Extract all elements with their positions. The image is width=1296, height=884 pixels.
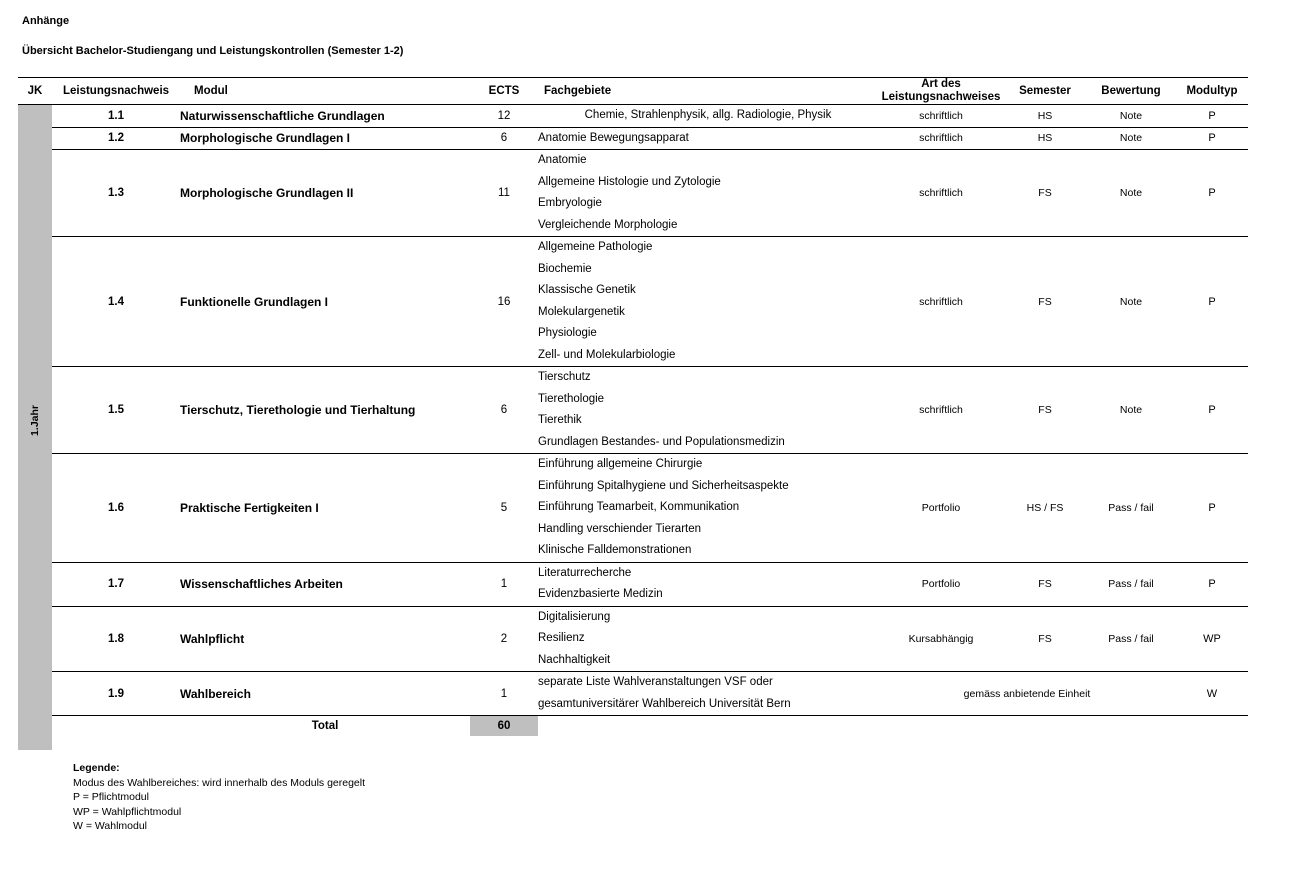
- total-ects: 60: [470, 716, 538, 737]
- row-modultyp: P: [1176, 105, 1248, 128]
- fach-line: Tierschutz: [538, 371, 591, 383]
- row-semester: HS / FS: [1004, 454, 1086, 563]
- row-leistungsnachweis: 1.6: [52, 454, 180, 563]
- fach-line: Zell- und Molekularbiologie: [538, 348, 676, 361]
- row-leistungsnachweis: 1.1: [52, 105, 180, 128]
- row-ects: 6: [470, 367, 538, 454]
- row-fachgebiete: [538, 367, 878, 454]
- fach-line: Einführung Teamarbeit, Kommunikation: [538, 501, 740, 513]
- row-modultyp: P: [1176, 454, 1248, 563]
- row-bewertung: Pass / fail: [1086, 606, 1176, 672]
- fach-line: Biochemie: [538, 262, 592, 275]
- table-bottom-rule-row: [18, 736, 1248, 750]
- row-art: schriftlich: [878, 105, 1004, 128]
- curriculum-table: [18, 77, 1248, 750]
- row-semester: FS: [1004, 150, 1086, 237]
- fach-line: Klassische Genetik: [538, 284, 636, 296]
- row-ects: 12: [470, 105, 538, 128]
- row-modul: Morphologische Grundlagen II: [180, 150, 470, 237]
- legend: [73, 761, 1250, 834]
- row-art: Portfolio: [878, 562, 1004, 606]
- row-ects: 5: [470, 454, 538, 563]
- fach-line: Digitalisierung: [538, 610, 611, 623]
- fach-line: separate Liste Wahlveranstaltungen VSF oder: [538, 676, 773, 688]
- legend-line: WP = Wahlpflichtmodul: [73, 805, 182, 818]
- row-fachgebiete: [538, 606, 878, 672]
- page-title: Anhänge: [22, 15, 70, 27]
- row-modul: Naturwissenschaftliche Grundlagen: [180, 105, 470, 128]
- row-art: schriftlich: [878, 367, 1004, 454]
- row-semester: FS: [1004, 606, 1086, 672]
- fach-line: Grundlagen Bestandes- und Populationsmedizin: [538, 435, 785, 448]
- fach-line: Tierethologie: [538, 392, 605, 405]
- row-fachgebiete: [538, 105, 878, 128]
- header-jk: JK: [27, 84, 43, 97]
- fach-line: Chemie, Strahlenphysik, allg. Radiologie, Physik: [584, 109, 832, 121]
- fach-line: Nachhaltigkeit: [538, 653, 611, 666]
- fach-line: Einführung Spitalhygiene und Sicherheitsaspekte: [538, 479, 789, 492]
- header-fachgebiete: Fachgebiete: [544, 84, 612, 97]
- row-art: schriftlich: [878, 127, 1004, 150]
- row-ects: 2: [470, 606, 538, 672]
- fach-line: Anatomie: [538, 154, 587, 166]
- fach-line: Anatomie Bewegungsapparat: [538, 131, 689, 144]
- row-modul: Praktische Fertigkeiten I: [180, 454, 470, 563]
- total-empty: [538, 716, 1248, 737]
- fach-line: Allgemeine Histologie und Zytologie: [538, 175, 721, 188]
- page-subtitle: Übersicht Bachelor-Studiengang und Leistungskontrollen (Semester 1-2): [22, 45, 404, 57]
- row-leistungsnachweis: 1.2: [52, 127, 180, 150]
- table-row: [18, 562, 1248, 606]
- table-row: [18, 606, 1248, 672]
- fach-line: Resilienz: [538, 632, 585, 644]
- legend-title: Legende:: [73, 762, 120, 774]
- row-bewertung: Note: [1086, 237, 1176, 367]
- row-modultyp: P: [1176, 367, 1248, 454]
- row-art: Portfolio: [878, 454, 1004, 563]
- legend-line: Modus des Wahlbereiches: wird innerhalb des Moduls geregelt: [73, 776, 366, 789]
- table-row: [18, 367, 1248, 454]
- year-cell-foot: [18, 736, 52, 750]
- total-row: [18, 716, 1248, 737]
- table-row: [18, 127, 1248, 150]
- header-leistungsnachweis: Leistungsnachweis: [62, 84, 170, 97]
- row-leistungsnachweis: 1.5: [52, 367, 180, 454]
- row-merged-note: gemäss anbietende Einheit: [878, 672, 1176, 716]
- row-art: schriftlich: [878, 150, 1004, 237]
- fach-line: Klinische Falldemonstrationen: [538, 544, 692, 556]
- row-ects: 1: [470, 562, 538, 606]
- row-modul: Wissenschaftliches Arbeiten: [180, 562, 470, 606]
- row-semester: HS: [1004, 105, 1086, 128]
- row-bewertung: Pass / fail: [1086, 454, 1176, 563]
- row-fachgebiete: [538, 127, 878, 150]
- row-modultyp: P: [1176, 127, 1248, 150]
- header-art-line1: Art des: [921, 78, 961, 90]
- fach-line: Tierethik: [538, 414, 582, 426]
- row-bewertung: Note: [1086, 150, 1176, 237]
- row-fachgebiete: [538, 237, 878, 367]
- header-semester: Semester: [1019, 84, 1071, 97]
- row-fachgebiete: [538, 454, 878, 563]
- row-modultyp: P: [1176, 562, 1248, 606]
- row-fachgebiete: [538, 562, 878, 606]
- header-modultyp: Modultyp: [1186, 84, 1238, 97]
- row-fachgebiete: [538, 150, 878, 237]
- header-modul: Modul: [194, 84, 228, 97]
- bottom-rule: [52, 736, 1248, 750]
- row-modultyp: P: [1176, 237, 1248, 367]
- row-semester: FS: [1004, 237, 1086, 367]
- row-leistungsnachweis: 1.4: [52, 237, 180, 367]
- table-body: [18, 105, 1248, 751]
- row-art: schriftlich: [878, 237, 1004, 367]
- row-leistungsnachweis: 1.7: [52, 562, 180, 606]
- table-row: [18, 454, 1248, 563]
- fach-line: Allgemeine Pathologie: [538, 241, 653, 253]
- fach-line: Molekulargenetik: [538, 305, 625, 318]
- row-semester: FS: [1004, 367, 1086, 454]
- row-bewertung: Note: [1086, 127, 1176, 150]
- row-semester: FS: [1004, 562, 1086, 606]
- row-modultyp: WP: [1176, 606, 1248, 672]
- header-art-des-leistungsnachweises: [878, 78, 1004, 105]
- header-bewertung: Bewertung: [1101, 84, 1161, 97]
- row-fachgebiete: [538, 672, 878, 716]
- header-ects: ECTS: [488, 84, 520, 97]
- table-row: [18, 105, 1248, 128]
- row-leistungsnachweis: 1.9: [52, 672, 180, 716]
- row-ects: 11: [470, 150, 538, 237]
- row-modul: Tierschutz, Tierethologie und Tierhaltung: [180, 367, 470, 454]
- row-bewertung: Pass / fail: [1086, 562, 1176, 606]
- legend-line: W = Wahlmodul: [73, 820, 148, 832]
- fach-line: gesamtuniversitärer Wahlbereich Universität Bern: [538, 697, 791, 710]
- header-art-line2: Leistungsnachweises: [881, 91, 1001, 103]
- row-leistungsnachweis: 1.3: [52, 150, 180, 237]
- fach-line: Einführung allgemeine Chirurgie: [538, 458, 703, 470]
- row-ects: 16: [470, 237, 538, 367]
- table-row: [18, 672, 1248, 716]
- fach-line: Literaturrecherche: [538, 566, 632, 579]
- table-row: [18, 150, 1248, 237]
- fach-line: Evidenzbasierte Medizin: [538, 588, 663, 600]
- year-label: 1.Jahr: [29, 405, 41, 436]
- fach-line: Physiologie: [538, 327, 597, 339]
- total-label-empty: [52, 716, 180, 737]
- row-bewertung: Note: [1086, 105, 1176, 128]
- row-ects: 6: [470, 127, 538, 150]
- row-art: Kursabhängig: [878, 606, 1004, 672]
- row-ects: 1: [470, 672, 538, 716]
- fach-line: Embryologie: [538, 197, 602, 209]
- fach-line: Handling verschiender Tierarten: [538, 522, 702, 535]
- fach-line: Vergleichende Morphologie: [538, 218, 678, 231]
- row-modul: Wahlpflicht: [180, 606, 470, 672]
- year-group-cell: [18, 105, 52, 737]
- legend-line: P = Pflichtmodul: [73, 791, 149, 803]
- row-modul: Funktionelle Grundlagen I: [180, 237, 470, 367]
- table-header: [18, 78, 1248, 105]
- row-modultyp: P: [1176, 150, 1248, 237]
- row-modultyp: W: [1176, 672, 1248, 716]
- total-label: Total: [311, 720, 339, 732]
- row-modul: Wahlbereich: [180, 672, 470, 716]
- row-bewertung: Note: [1086, 367, 1176, 454]
- row-leistungsnachweis: 1.8: [52, 606, 180, 672]
- table-row: [18, 237, 1248, 367]
- row-semester: HS: [1004, 127, 1086, 150]
- row-modul: Morphologische Grundlagen I: [180, 127, 470, 150]
